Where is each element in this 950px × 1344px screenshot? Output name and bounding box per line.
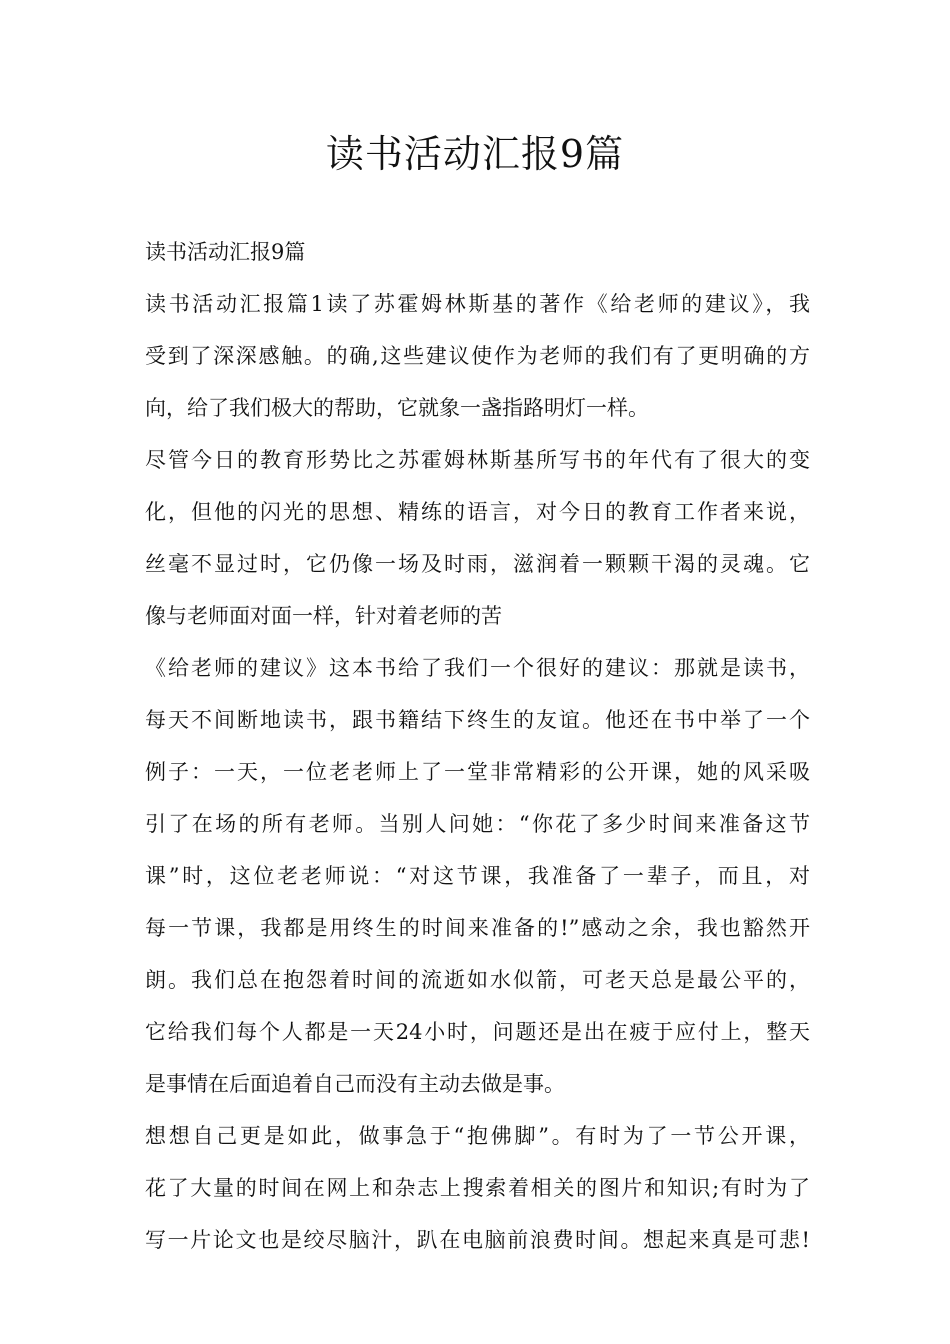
text-line: 受到了深深感触。的确,这些建议使作为老师的我们有了更明确的方 [145,344,810,368]
text-line: 读书活动汇报篇1读了苏霍姆林斯基的著作《给老师的建议》，我 [145,292,810,316]
paragraph [145,278,810,434]
text-line: 是事情在后面追着自己而没有主动去做是事。 [145,1072,565,1096]
text-line: 例子：一天，一位老老师上了一堂非常精彩的公开课，她的风采吸 [145,760,810,784]
text-line: 尽管今日的教育形势比之苏霍姆林斯基所写书的年代有了很大的变 [145,448,810,472]
text-line: 《给老师的建议》这本书给了我们一个很好的建议：那就是读书， [145,656,810,680]
text-line: 写一片论文也是绞尽脑汁，趴在电脑前浪费时间。想起来真是可悲! [145,1228,810,1252]
paragraph [145,226,810,278]
text-line: 丝毫不显过时，它仍像一场及时雨，滋润着一颗颗干渴的灵魂。它 [145,552,810,576]
text-line: 课”时，这位老老师说：“对这节课，我准备了一辈子，而且，对 [145,864,810,888]
paragraph [145,1110,810,1266]
text-line: 读书活动汇报9篇 [145,240,306,264]
text-line: 像与老师面对面一样，针对着老师的苦 [145,604,502,628]
text-line: 每一节课，我都是用终生的时间来准备的!”感动之余，我也豁然开 [145,916,810,940]
paragraph [145,642,810,1110]
document-title: 读书活动汇报9篇 [325,132,625,176]
text-line: 向，给了我们极大的帮助，它就象一盏指路明灯一样。 [145,396,649,420]
text-line: 想想自己更是如此，做事急于“抱佛脚”。有时为了一节公开课， [145,1124,810,1148]
document-body [145,226,810,1266]
text-line: 引了在场的所有老师。当别人问她：“你花了多少时间来准备这节 [145,812,810,836]
text-line: 朗。我们总在抱怨着时间的流逝如水似箭，可老天总是最公平的， [145,968,810,992]
text-line: 化，但他的闪光的思想、精练的语言，对今日的教育工作者来说， [145,500,810,524]
text-line: 花了大量的时间在网上和杂志上搜索着相关的图片和知识;有时为了 [145,1176,810,1200]
paragraph [145,434,810,642]
text-line: 它给我们每个人都是一天24小时，问题还是出在疲于应付上，整天 [145,1020,810,1044]
text-line: 每天不间断地读书，跟书籍结下终生的友谊。他还在书中举了一个 [145,708,810,732]
